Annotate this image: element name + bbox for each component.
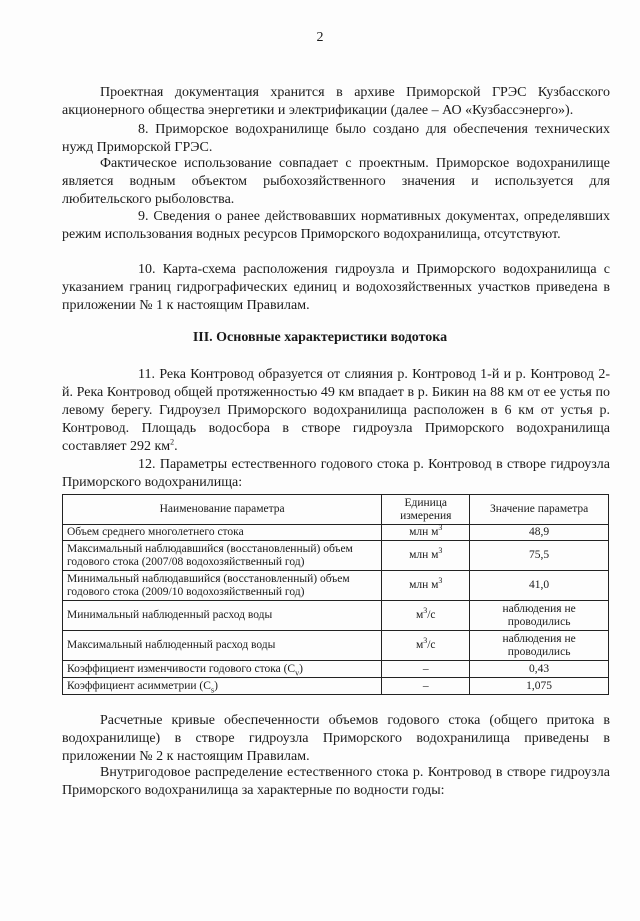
row-name <box>63 661 382 678</box>
superscript: 2 <box>170 437 175 447</box>
unit-tail: /с <box>427 639 436 651</box>
section-heading: III. Основные характеристики водотока <box>192 330 448 345</box>
paragraph-12 <box>62 456 610 492</box>
table-header-row <box>63 495 609 525</box>
page-number: 2 <box>316 30 324 45</box>
row-value: 0,43 <box>470 661 609 678</box>
paragraph-distribution: Внутригодовое распределение естественного стока р. Контровод в створе гидроузла Приморского водохранилища за характерные по водности годы: <box>62 765 610 798</box>
paragraph-actual-use: Фактическое использование совпадает с проектным. Приморское водохранилище является водным объектом рыбохозяйственного значения и используется для любительского рыболовства. <box>62 156 610 207</box>
row-value: 41,0 <box>470 571 609 601</box>
table-row <box>63 678 609 695</box>
paragraph-number: 8. <box>138 122 149 137</box>
row-value: 48,9 <box>470 525 609 541</box>
row-value: наблюдения не проводились <box>470 631 609 661</box>
name-text: Коэффициент изменчивости годового стока (C <box>67 662 296 675</box>
unit-sup: 3 <box>423 606 428 616</box>
unit-sup: 3 <box>438 576 443 586</box>
unit-sup: 3 <box>438 523 443 533</box>
row-name: Минимальный наблюденный расход воды <box>63 601 382 631</box>
unit-text: м <box>415 639 424 651</box>
row-name: Объем среднего многолетнего стока <box>63 525 382 541</box>
paragraph-number: 10. <box>138 262 156 277</box>
row-name: Минимальный наблюдавшийся (восстановленный) объем годового стока (2009/10 водохозяйственный год) <box>63 571 382 601</box>
paragraph-curves: Расчетные кривые обеспеченности объемов годового стока (общего притока в водохранилище) в створе гидроузла Приморского водохранилища приведены в приложении № 2 к настоящим Правилам. <box>62 713 610 764</box>
name-tail: ) <box>214 679 218 692</box>
row-name: Максимальный наблюденный расход воды <box>63 631 382 661</box>
row-value: 1,075 <box>470 678 609 695</box>
unit-text: млн м <box>409 549 439 561</box>
row-unit <box>382 541 470 571</box>
table-row <box>63 661 609 678</box>
paragraph-number: 11. <box>138 367 155 382</box>
row-unit <box>382 631 470 661</box>
unit-sup: 3 <box>438 546 443 556</box>
paragraph-text: Сведения о ранее действовавших нормативных документах, определявших режим использования водных ресурсов Приморского водохранилища, отсутствуют. <box>62 209 611 242</box>
parameters-table <box>62 494 609 695</box>
name-sub: s <box>210 684 215 694</box>
paragraph-text: Река Контровод образуется от слияния р. Контровод 1-й и р. Контровод 2-й. Река Контровод общей протяженностью 49 км впадает в р. Бикин на 88 км от ее устья по левому берегу. Гидроузел Приморского водохранилища расположен в 6 км от устья р. Контровод. Площадь водосбора в створе гидроузла Приморского водохранилища составляет 292 км <box>62 367 610 454</box>
paragraph-number: 12. <box>138 457 156 472</box>
row-name <box>63 678 382 695</box>
row-name: Максимальный наблюдавшийся (восстановленный) объем годового стока (2007/08 водохозяйственный год) <box>63 541 382 571</box>
paragraph-text: Параметры естественного годового стока р. Контровод в створе гидроузла Приморского водохранилища: <box>62 457 610 490</box>
unit-sup: 3 <box>423 636 428 646</box>
unit-tail: /с <box>427 609 436 621</box>
row-unit <box>382 601 470 631</box>
header-value: Значение параметра <box>470 495 609 525</box>
paragraph-8 <box>62 121 610 157</box>
name-text: Коэффициент асимметрии (C <box>67 679 211 692</box>
header-name: Наименование параметра <box>63 495 382 525</box>
row-unit: – <box>382 678 470 695</box>
paragraph-9 <box>62 208 610 244</box>
row-unit: – <box>382 661 470 678</box>
unit-text: млн м <box>409 526 439 538</box>
row-value: 75,5 <box>470 541 609 571</box>
paragraph-text: Карта-схема расположения гидроузла и Приморского водохранилища с указанием границ гидрографических единиц и водохозяйственных участков приведена в приложении № 1 к настоящим Правилам. <box>62 262 611 313</box>
row-unit <box>382 571 470 601</box>
table-row <box>63 571 609 601</box>
name-sub: v <box>295 667 300 677</box>
table-row <box>63 601 609 631</box>
table-row <box>63 525 609 541</box>
paragraph-text: Приморское водохранилище было создано для обеспечения технических нужд Приморской ГРЭС. <box>62 122 611 155</box>
header-unit: Единица измерения <box>382 495 470 525</box>
paragraph-number: 9. <box>138 209 149 224</box>
row-unit <box>382 525 470 541</box>
table-row <box>63 631 609 661</box>
paragraph-end: . <box>174 439 178 454</box>
name-tail: ) <box>299 662 303 675</box>
unit-text: м <box>415 609 424 621</box>
paragraph-11 <box>62 366 610 456</box>
paragraph-10 <box>62 261 610 315</box>
row-value: наблюдения не проводились <box>470 601 609 631</box>
table-row <box>63 541 609 571</box>
paragraph-archive: Проектная документация хранится в архиве Приморской ГРЭС Кузбасского акционерного общества энергетики и электрификации (далее – АО «Кузбассэнерго»). <box>62 85 610 118</box>
unit-text: млн м <box>409 579 439 591</box>
